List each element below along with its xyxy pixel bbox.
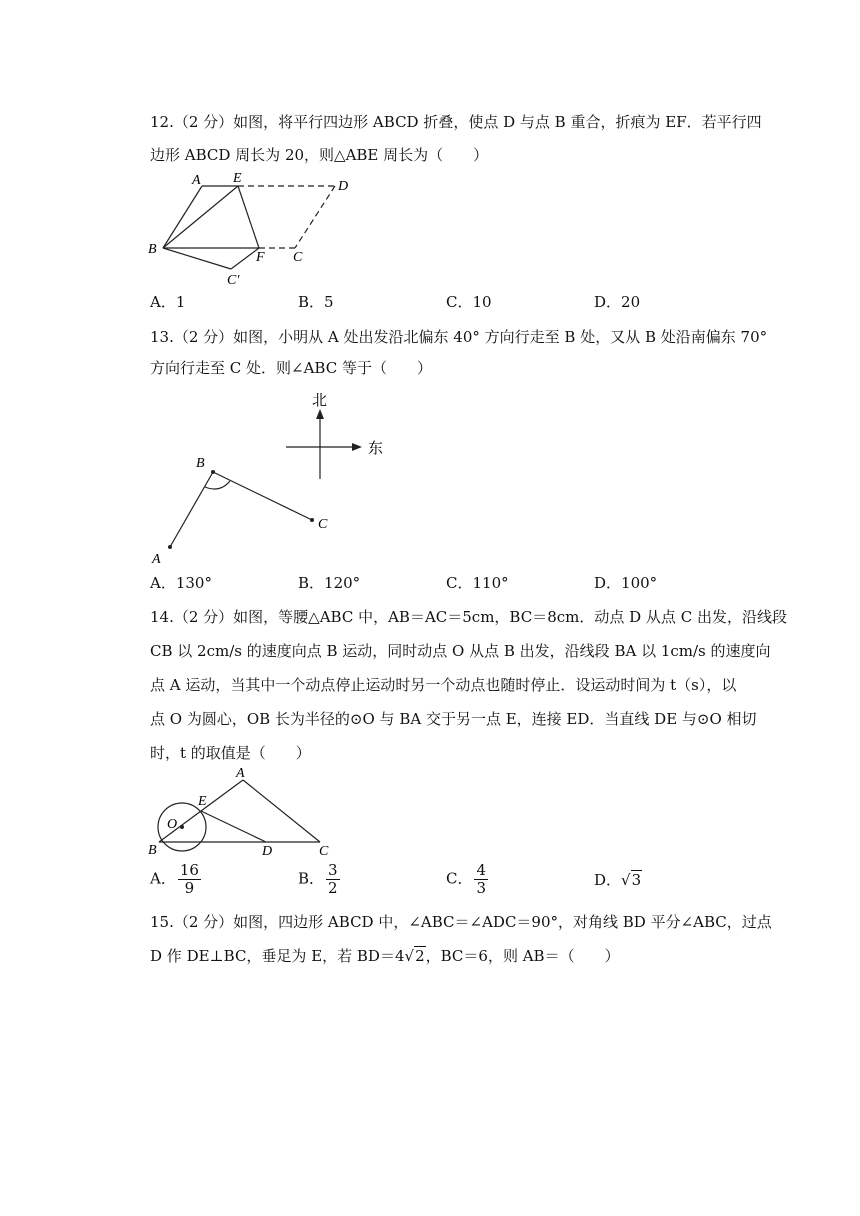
q14-option-d-prefix: D． — [594, 871, 622, 889]
q13-label-C: C — [318, 517, 328, 532]
q14-option-a-fraction — [178, 862, 201, 897]
q13-label-A: A — [152, 552, 161, 567]
q13-text-line1: 13.（2 分）如图，小明从 A 处出发沿北偏东 40° 方向行走至 B 处，又从 B 处沿南偏东 70° — [150, 328, 768, 346]
q14-label-C: C — [319, 844, 329, 859]
q14-option-c-numerator: 4 — [476, 861, 487, 879]
q12-option-d: D．20 — [594, 293, 641, 311]
q14-text-line4: 点 O 为圆心，OB 长为半径的⊙O 与 BA 交于另一点 E，连接 ED．当直线 DE 与⊙O 相切 — [150, 710, 757, 728]
q14-text-line5: 时，t 的取值是（ ） — [150, 744, 311, 762]
q14-label-A: A — [236, 766, 245, 781]
q14-option-c-prefix: C． — [446, 869, 473, 888]
q15-line2-pre: D 作 DE⊥BC，垂足为 E，若 BD＝4 — [150, 947, 405, 965]
q13-option-a: A．130° — [150, 574, 212, 592]
q13-option-c: C．110° — [446, 574, 509, 592]
q14-option-b-numerator: 3 — [328, 861, 338, 879]
q15-sqrt: √2 — [404, 947, 425, 965]
q14-option-c-fraction — [474, 862, 488, 897]
q12-label-C: C — [293, 250, 303, 265]
q13-label-north: 北 — [312, 391, 328, 409]
q14-label-O: O — [167, 817, 178, 832]
q14-label-E: E — [198, 794, 207, 809]
q13-option-d: D．100° — [594, 574, 658, 592]
q12-label-C-prime: C′ — [227, 273, 240, 288]
q14-label-B: B — [148, 843, 157, 858]
q14-figure — [140, 765, 340, 860]
q13-figure — [140, 385, 400, 570]
q14-option-c-denominator: 3 — [476, 879, 487, 897]
q14-option-b-prefix: B． — [298, 869, 325, 888]
q12-label-D: D — [338, 179, 349, 194]
q12-option-b: B．5 — [298, 293, 334, 311]
q15-line2-post: ，BC＝6，则 AB＝（ ） — [425, 947, 620, 965]
q12-text-line2: 边形 ABCD 周长为 20，则△ABE 周长为（ ） — [150, 146, 489, 164]
q12-figure — [140, 168, 360, 290]
q12-label-B: B — [148, 242, 157, 257]
q12-label-F: F — [256, 250, 265, 265]
q12-option-a: A．1 — [150, 293, 186, 311]
q14-option-a-denominator: 9 — [184, 879, 195, 897]
q14-option-a — [150, 862, 201, 897]
q14-text-line3: 点 A 运动，当其中一个动点停止运动时另一个动点也随时停止．设运动时间为 t（s），以 — [150, 676, 737, 694]
q12-option-c: C．10 — [446, 293, 492, 311]
q12-label-A: A — [192, 173, 201, 188]
q14-option-b-fraction — [326, 862, 340, 897]
q14-label-D: D — [262, 844, 273, 859]
q12-label-E: E — [233, 171, 242, 186]
q15-radicand: 2 — [415, 947, 425, 965]
q14-option-b — [298, 862, 340, 897]
q14-option-a-prefix: A． — [150, 869, 176, 888]
q15-text-line2 — [150, 946, 620, 966]
q14-text-line1: 14.（2 分）如图，等腰△ABC 中，AB＝AC＝5cm，BC＝8cm．动点 D 从点 C 出发，沿线段 — [150, 608, 787, 626]
q12-text-line1: 12.（2 分）如图，将平行四边形 ABCD 折叠，使点 D 与点 B 重合，折痕为 EF．若平行四 — [150, 113, 762, 131]
q13-text-line2: 方向行走至 C 处．则∠ABC 等于（ ） — [150, 359, 432, 377]
q14-option-d — [594, 870, 642, 890]
q15-text-line1: 15.（2 分）如图，四边形 ABCD 中，∠ABC＝∠ADC＝90°，对角线 BD 平分∠ABC，过点 — [150, 913, 772, 931]
q14-option-b-denominator: 2 — [328, 879, 338, 897]
q13-label-east: 东 — [368, 439, 384, 457]
q14-text-line2: CB 以 2cm/s 的速度向点 B 运动，同时动点 O 从点 B 出发，沿线段 BA 以 1cm/s 的速度向 — [150, 642, 771, 660]
q14-option-d-sqrt: √3 — [621, 871, 642, 889]
q13-option-b: B．120° — [298, 574, 361, 592]
q14-option-d-radicand: 3 — [631, 871, 642, 889]
q14-option-c — [446, 862, 488, 897]
q14-option-a-numerator: 16 — [179, 861, 199, 879]
q13-label-B: B — [196, 456, 205, 471]
